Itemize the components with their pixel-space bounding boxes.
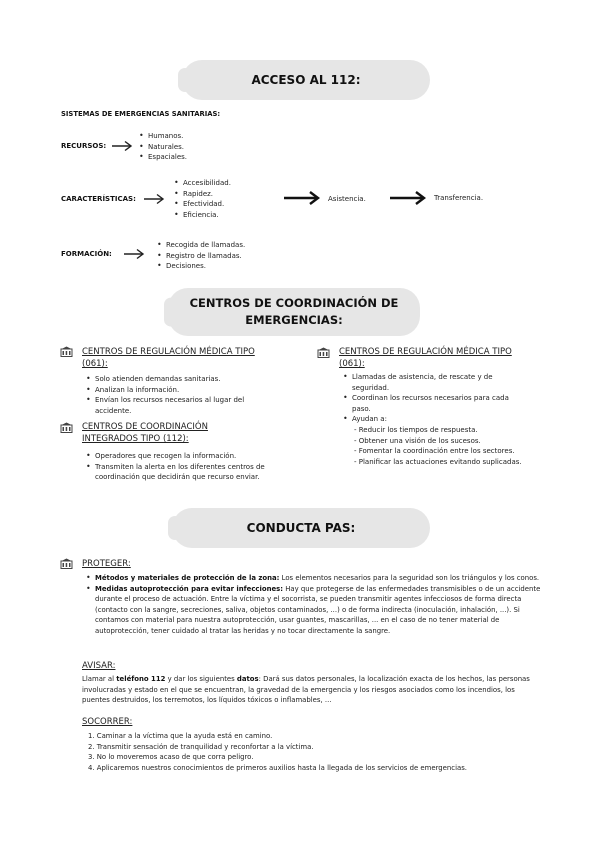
acceso-title: ACCESO AL 112: bbox=[251, 73, 361, 87]
list-item: 3. No lo moveremos acaso de que corra peligro. bbox=[88, 753, 254, 761]
list-item: • Llamadas de asistencia, de rescate y de seguridad. bbox=[343, 372, 523, 393]
centros-right-sublist bbox=[354, 425, 522, 467]
asistencia-step: Asistencia. bbox=[328, 195, 366, 203]
proteger-heading: PROTEGER: bbox=[82, 559, 131, 569]
caracteristicas-label: CARACTERÍSTICAS: bbox=[61, 195, 136, 203]
transferencia-step: Transferencia. bbox=[434, 194, 484, 202]
list-item: • Coordinan los recursos necesarios para cada paso. bbox=[343, 393, 523, 414]
list-item: • Operadores que recogen la información. bbox=[86, 451, 276, 462]
list-item: • Solo atienden demandas sanitarias. bbox=[86, 374, 286, 385]
list-item: • Analizan la información. bbox=[86, 385, 286, 396]
sistemas-subtitle: SISTEMAS DE EMERGENCIAS SANITARIAS: bbox=[61, 110, 221, 118]
list-item: - Obtener una visión de los sucesos. bbox=[354, 436, 481, 445]
caracteristicas-arrow-icon bbox=[143, 193, 165, 205]
building-icon bbox=[60, 346, 73, 357]
centros-banner bbox=[168, 288, 420, 336]
conducta-title: CONDUCTA PAS: bbox=[246, 521, 356, 535]
list-item: • Rapidez. bbox=[174, 189, 231, 200]
avisar-heading: AVISAR: bbox=[82, 661, 116, 671]
centros-left2-heading: CENTROS DE COORDINACIÓN INTEGRADOS TIPO (112): bbox=[82, 422, 208, 444]
recursos-list bbox=[139, 131, 187, 163]
asistencia-arrow-icon bbox=[283, 190, 321, 206]
avisar-paragraph: Llamar al teléfono 112 y dar los siguientes datos: Dará sus datos personales, la localización exacta de los hechos, las personas involucradas y estado en el que se encuentran, la gravedad de la emergencia y los riesgos asociados como los incendios, los puentes destruidos, los terremotos, los líquidos tóxicos o inflamables, ... bbox=[82, 675, 530, 704]
socorrer-heading: SOCORRER: bbox=[82, 717, 133, 727]
socorrer-list bbox=[88, 731, 467, 773]
list-item: • Humanos. bbox=[139, 131, 187, 142]
formacion-label: FORMACIÓN: bbox=[61, 250, 112, 258]
list-item: • Medidas autoprotección para evitar infecciones: Hay que protegerse de las enfermedades transmisibles o de un accidente durante el proceso de actuación. Entre la víctima y el socorrista, se pueden transmitir agentes infecciosos de forma directa (contacto con la sangre, secreciones, saliva, objetos contaminados, ...) o de forma indirecta (inoculación, inhalación, ...). Si contamos con material para nuestra autoprotección, usar guantes, mascarillas, ... en el caso de no tener material de autoprotección, tener cuidado al tratar las heridas y no tocar directamente la sangre. bbox=[86, 584, 546, 637]
building-icon bbox=[60, 422, 73, 433]
recursos-arrow-icon bbox=[111, 140, 133, 152]
list-item: • Naturales. bbox=[139, 142, 187, 153]
transferencia-arrow-icon bbox=[389, 190, 427, 206]
centros-left1-list bbox=[86, 374, 286, 416]
list-item: • Recogida de llamadas. bbox=[157, 240, 245, 251]
centros-left2-list bbox=[86, 451, 276, 483]
list-item: • Accesibilidad. bbox=[174, 178, 231, 189]
formacion-arrow-icon bbox=[123, 248, 145, 260]
list-item: • Transmiten la alerta en los diferentes centros de coordinación que decidirán que recurso enviar. bbox=[86, 462, 276, 483]
acceso-banner bbox=[182, 60, 430, 100]
list-item: - Planificar las actuaciones evitando suplicadas. bbox=[354, 457, 522, 466]
centros-title-line1: CENTROS DE COORDINACIÓN DE bbox=[189, 296, 399, 310]
list-item: - Fomentar la coordinación entre los sectores. bbox=[354, 447, 515, 455]
list-item: 4. Aplicaremos nuestros conocimientos de primeros auxilios hasta la llegada de los servicios de emergencias. bbox=[88, 763, 467, 772]
centros-left1-heading: CENTROS DE REGULACIÓN MÉDICA TIPO (061): bbox=[82, 347, 255, 369]
list-item: • Decisiones. bbox=[157, 261, 245, 272]
list-item: 1. Caminar a la víctima que la ayuda está en camino. bbox=[88, 732, 273, 740]
building-icon bbox=[60, 558, 73, 569]
list-item: • Ayudan a: bbox=[343, 414, 523, 425]
list-item: • Métodos y materiales de protección de la zona: Los elementos necesarios para la seguridad son los triángulos y los conos. bbox=[86, 573, 546, 584]
list-item: • Registro de llamadas. bbox=[157, 251, 245, 262]
conducta-banner bbox=[172, 508, 430, 548]
list-item: • Efectividad. bbox=[174, 199, 231, 210]
centros-right-heading: CENTROS DE REGULACIÓN MÉDICA TIPO (061): bbox=[339, 347, 512, 369]
proteger-list bbox=[86, 573, 546, 636]
list-item: • Envían los recursos necesarios al lugar del accidente. bbox=[86, 395, 265, 416]
list-item: • Espaciales. bbox=[139, 152, 187, 163]
caracteristicas-list bbox=[174, 178, 231, 220]
list-item: • Eficiencia. bbox=[174, 210, 231, 221]
list-item: 2. Transmitir sensación de tranquilidad y reconfortar a la víctima. bbox=[88, 742, 314, 751]
recursos-label: RECURSOS: bbox=[61, 142, 107, 150]
centros-title-line2: EMERGENCIAS: bbox=[245, 313, 343, 327]
building-icon bbox=[317, 347, 330, 358]
list-item: - Reducir los tiempos de respuesta. bbox=[354, 426, 478, 434]
formacion-list bbox=[157, 240, 245, 272]
centros-right-list bbox=[343, 372, 523, 425]
